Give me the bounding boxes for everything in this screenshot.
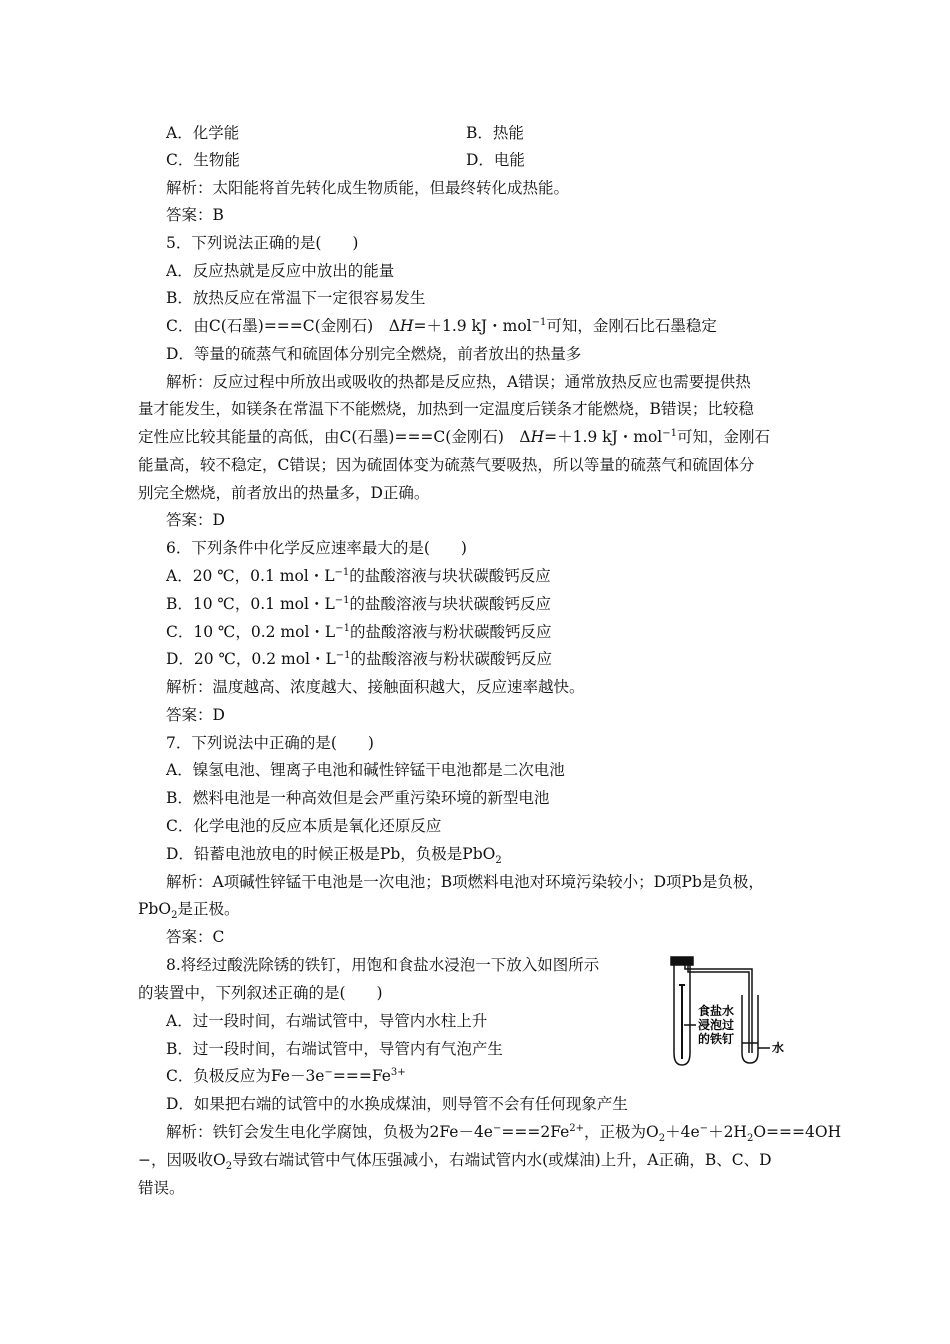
q6-option-a-sup: −1 bbox=[334, 566, 350, 578]
label-nail-3: 的铁钉 bbox=[698, 1032, 735, 1046]
q8-analysis-line-1-mid-3: ＋4e bbox=[665, 1123, 700, 1141]
q4-analysis: 解析：太阳能将首先转化成生物质能，但最终转化成热能。 bbox=[166, 179, 570, 197]
q6-option-d bbox=[166, 649, 552, 669]
q7-option-b: B．燃料电池是一种高效但是会严重污染环境的新型电池 bbox=[166, 789, 550, 807]
q5-analysis-line-4: 能量高，较不稳定，C错误；因为硫固体变为硫蒸气要吸热，所以等量的硫蒸气和硫固体分 bbox=[138, 456, 755, 474]
q7-analysis-line-2-sub: 2 bbox=[171, 910, 178, 922]
q5-option-c-h: H bbox=[399, 317, 414, 335]
q8-analysis-line-1 bbox=[166, 1122, 842, 1145]
q7-option-c: C．化学电池的反应本质是氧化还原反应 bbox=[166, 817, 442, 835]
q8-option-c-pre: C．负极反应为Fe－3e bbox=[166, 1067, 325, 1085]
q5-analysis-line-1: 解析：反应过程中所放出或吸收的热都是反应热，A错误；通常放热反应也需要提供热 bbox=[166, 373, 751, 391]
q5-analysis-line-3-sup: −1 bbox=[662, 427, 678, 439]
q4-option-a: A．化学能 bbox=[166, 124, 240, 142]
q8-analysis-line-1-mid-4: ＋2H bbox=[708, 1123, 747, 1141]
corrosion-apparatus-figure bbox=[662, 955, 802, 1070]
q8-stem-line-2: 的装置中，下列叙述正确的是( ) bbox=[138, 984, 383, 1002]
q7-option-a: A．镍氢电池、锂离子电池和碱性锌锰干电池都是二次电池 bbox=[166, 761, 565, 779]
q8-analysis-line-1-sub-2: 2 bbox=[746, 1133, 754, 1145]
q5-option-b: B．放热反应在常温下一定很容易发生 bbox=[166, 289, 426, 307]
q7-stem: 7．下列说法中正确的是( ) bbox=[166, 734, 374, 752]
right-test-tube bbox=[742, 995, 758, 1063]
q7-analysis-line-2-post: 是正极。 bbox=[177, 900, 240, 918]
q8-analysis-line-3: 错误。 bbox=[138, 1179, 185, 1197]
q6-option-c-sup: −1 bbox=[335, 622, 350, 634]
q6-analysis: 解析：温度越高、浓度越大、接触面积越大，反应速率越快。 bbox=[166, 678, 585, 696]
q6-option-b-post: 的盐酸溶液与块状碳酸钙反应 bbox=[349, 595, 552, 613]
q8-option-c bbox=[166, 1066, 406, 1086]
q8-analysis-line-1-sup-2: 2+ bbox=[569, 1122, 585, 1134]
q5-analysis-line-5: 别完全燃烧，前者放出的热量多，D正确。 bbox=[138, 484, 430, 502]
q8-analysis-line-1-mid: ===2Fe bbox=[501, 1123, 570, 1141]
delivery-tube-inner bbox=[688, 965, 749, 985]
q8-analysis-line-1-mid-2: ，正极为O bbox=[584, 1123, 659, 1141]
label-nail-1: 食盐水 bbox=[698, 1004, 735, 1018]
q8-analysis-line-2 bbox=[138, 1150, 772, 1173]
q8-analysis-line-2-sub: 2 bbox=[225, 1161, 233, 1173]
q8-analysis-line-1-sup-3: − bbox=[699, 1122, 709, 1134]
q6-option-c-pre: C．10 ℃，0.2 mol・L bbox=[166, 623, 336, 641]
stopper bbox=[671, 957, 693, 965]
q5-stem: 5．下列说法正确的是( ) bbox=[166, 234, 359, 252]
q5-option-d: D．等量的硫蒸气和硫固体分别完全燃烧，前者放出的热量多 bbox=[166, 345, 582, 363]
q7-analysis-line-1: 解析：A项碱性锌锰干电池是一次电池；B项燃料电池对环境污染较小；D项Pb是负极， bbox=[166, 873, 764, 891]
q8-option-c-mid: ===Fe bbox=[332, 1067, 391, 1085]
q6-option-b-pre: B．10 ℃，0.1 mol・L bbox=[166, 595, 335, 613]
q8-option-b: B．过一段时间，右端试管中，导管内有气泡产生 bbox=[166, 1040, 503, 1058]
q6-option-c bbox=[166, 622, 551, 642]
q8-option-d: D．如果把右端的试管中的水换成煤油，则导管不会有任何现象产生 bbox=[166, 1095, 628, 1113]
q6-option-d-post: 的盐酸溶液与粉状碳酸钙反应 bbox=[350, 650, 553, 668]
q5-option-c-post: 可知，金刚石比石墨稳定 bbox=[546, 317, 717, 335]
q7-option-d-sub: 2 bbox=[495, 855, 502, 867]
q5-option-c bbox=[166, 316, 717, 336]
q6-option-b bbox=[166, 594, 551, 614]
label-water: 水 bbox=[772, 1041, 785, 1055]
q6-stem: 6．下列条件中化学反应速率最大的是( ) bbox=[166, 539, 467, 557]
q8-analysis-line-2-mid: ，因吸收O bbox=[151, 1151, 226, 1169]
q7-answer: 答案：C bbox=[166, 928, 225, 946]
q7-analysis-line-2-pre: PbO bbox=[138, 900, 172, 918]
q5-option-c-mid: =＋1.9 kJ・mol bbox=[413, 317, 532, 335]
q5-analysis-line-3-post: 可知，金刚石 bbox=[677, 428, 771, 446]
q8-analysis-line-1-sup-1: − bbox=[492, 1122, 502, 1134]
q5-analysis-line-3-pre: 定性应比较其能量的高低，由C(石墨)===C(金刚石) Δ bbox=[138, 428, 531, 446]
delivery-tube-outer bbox=[685, 965, 752, 985]
q8-analysis-line-2-pre: − bbox=[138, 1151, 151, 1169]
q8-analysis-line-1-pre: 解析：铁钉会发生电化学腐蚀，负极为2Fe－4e bbox=[166, 1123, 493, 1141]
q7-option-d bbox=[166, 844, 502, 867]
q5-analysis-line-3-h: H bbox=[530, 428, 545, 446]
q8-stem-line-1: 8.将经过酸洗除锈的铁钉，用饱和食盐水浸泡一下放入如图所示 bbox=[166, 956, 600, 974]
label-nail-2: 浸泡过 bbox=[698, 1018, 735, 1032]
q4-answer: 答案：B bbox=[166, 206, 224, 224]
q5-option-c-sup: −1 bbox=[531, 316, 547, 328]
q8-analysis-line-1-post: O===4OH bbox=[753, 1123, 842, 1141]
q6-option-a-post: 的盐酸溶液与块状碳酸钙反应 bbox=[349, 567, 551, 585]
q7-analysis-line-2 bbox=[138, 899, 240, 922]
q5-analysis-line-2: 量才能发生，如镁条在常温下不能燃烧，加热到一定温度后镁条才能燃烧，B错误；比较稳 bbox=[138, 400, 754, 418]
q8-option-a: A．过一段时间，右端试管中，导管内水柱上升 bbox=[166, 1012, 488, 1030]
q6-option-b-sup: −1 bbox=[334, 594, 350, 606]
q7-option-d-pre: D．铅蓄电池放电的时候正极是Pb，负极是PbO bbox=[166, 845, 496, 863]
q6-option-d-sup: −1 bbox=[335, 649, 351, 661]
q4-option-d: D．电能 bbox=[466, 151, 525, 169]
q8-option-c-sup-2: 3+ bbox=[390, 1066, 406, 1078]
q6-option-a bbox=[166, 566, 551, 586]
q6-option-c-post: 的盐酸溶液与粉状碳酸钙反应 bbox=[349, 623, 552, 641]
q8-option-c-sup-1: − bbox=[324, 1066, 333, 1078]
q8-analysis-line-2-post: 导致右端试管中气体压强减小，右端试管内水(或煤油)上升，A正确，B、C、D bbox=[232, 1151, 772, 1169]
q4-option-c: C．生物能 bbox=[166, 151, 240, 169]
q8-analysis-line-1-sub-1: 2 bbox=[658, 1133, 666, 1145]
q6-answer: 答案：D bbox=[166, 706, 225, 724]
q6-option-d-pre: D．20 ℃，0.2 mol・L bbox=[166, 650, 336, 668]
q5-analysis-line-3-mid: =＋1.9 kJ・mol bbox=[544, 428, 663, 446]
q5-option-a: A．反应热就是反应中放出的能量 bbox=[166, 262, 395, 280]
q4-option-b: B．热能 bbox=[466, 124, 524, 142]
q6-option-a-pre: A．20 ℃，0.1 mol・L bbox=[166, 567, 335, 585]
q5-option-c-pre: C．由C(石墨)===C(金刚石) Δ bbox=[166, 317, 400, 335]
q5-answer: 答案：D bbox=[166, 511, 225, 529]
q5-analysis-line-3 bbox=[138, 427, 770, 447]
